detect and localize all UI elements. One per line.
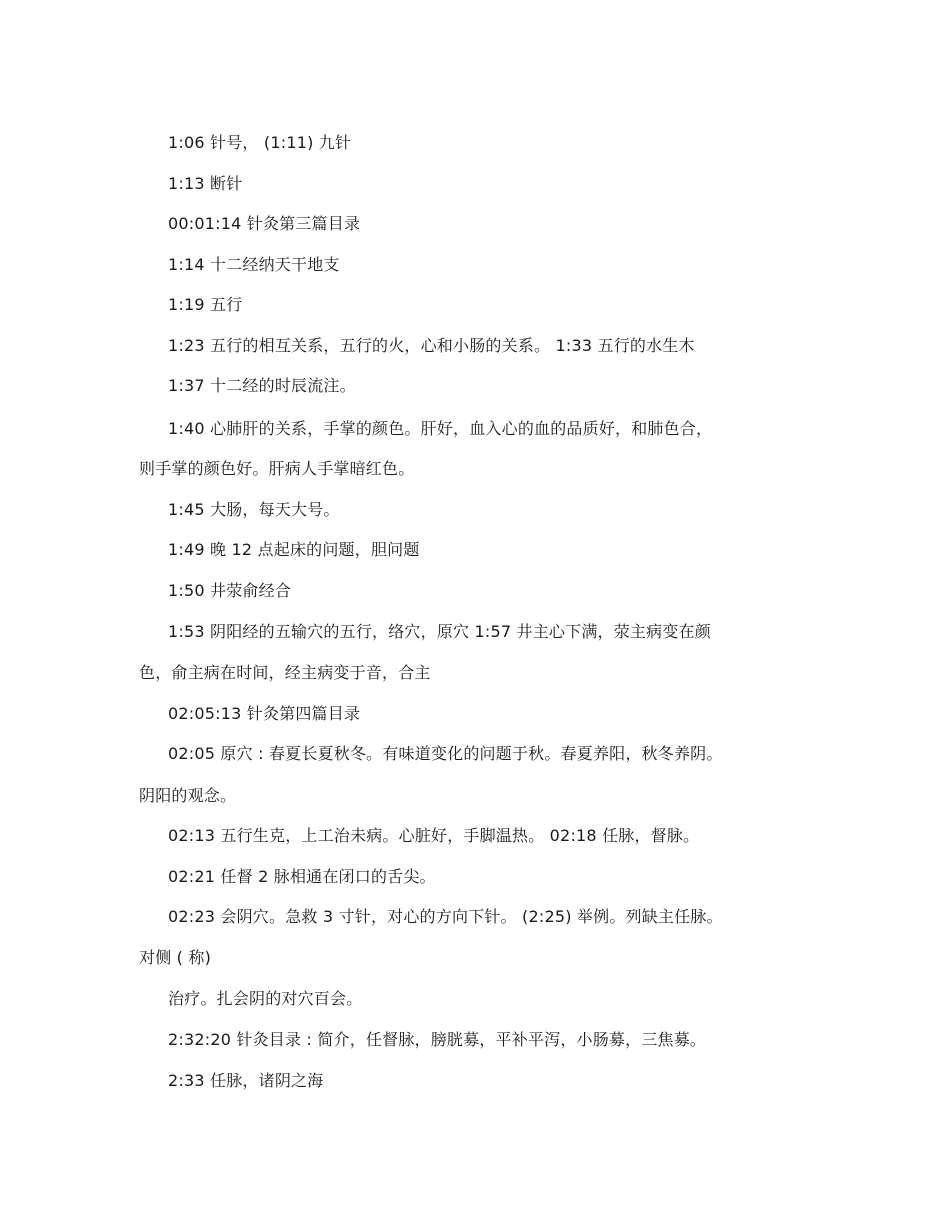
text-line: 1:49 晚 12 点起床的问题，胆问题 [168,540,420,559]
text-line: 色，俞主病在时间，经主病变于音，合主 [139,663,431,682]
text-line: 1:50 井荥俞经合 [168,581,292,600]
text-line: 1:53 阴阳经的五输穴的五行，络穴，原穴 1:57 井主心下满，荥主病变在颜 [168,622,711,641]
text-line: 1:13 断针 [168,174,243,193]
text-line: 对侧 ( 称) [139,948,212,967]
text-line: 1:14 十二经纳天干地支 [168,255,340,274]
text-line: 1:06 针号， (1:11) 九针 [168,133,352,152]
text-line: 治疗。扎会阴的对穴百会。 [168,989,363,1008]
text-line: 1:23 五行的相互关系，五行的火，心和小肠的关系。 1:33 五行的水生木 [168,336,695,355]
text-line: 2:33 任脉，诸阴之海 [168,1071,324,1090]
text-line: 1:19 五行 [168,295,243,314]
text-line: 阴阳的观念。 [139,786,237,805]
text-line: 1:37 十二经的时辰流注。 [168,376,356,395]
text-line: 02:05 原穴 : 春夏长夏秋冬。有味道变化的问题于秋。春夏养阳，秋冬养阴。 [168,744,723,763]
text-line: 1:40 心肺肝的关系，手掌的颜色。肝好，血入心的血的品质好，和肺色合， [168,419,713,438]
text-line: 2:32:20 针灸目录 : 简介，任督脉，膀胱募，平补平泻，小肠募，三焦募。 [168,1030,707,1049]
text-line: 02:05:13 针灸第四篇目录 [168,704,361,723]
text-line: 02:21 任督 2 脉相通在闭口的舌尖。 [168,867,436,886]
text-line: 1:45 大肠，每天大号。 [168,500,340,519]
text-line: 00:01:14 针灸第三篇目录 [168,214,361,233]
text-line: 则手掌的颜色好。肝病人手掌暗红色。 [139,459,415,478]
text-line: 02:23 会阴穴。急救 3 寸针，对心的方向下针。 (2:25) 举例。列缺主任脉。 [168,907,723,926]
text-line: 02:13 五行生克，上工治未病。心脏好，手脚温热。 02:18 任脉，督脉。 [168,826,700,845]
